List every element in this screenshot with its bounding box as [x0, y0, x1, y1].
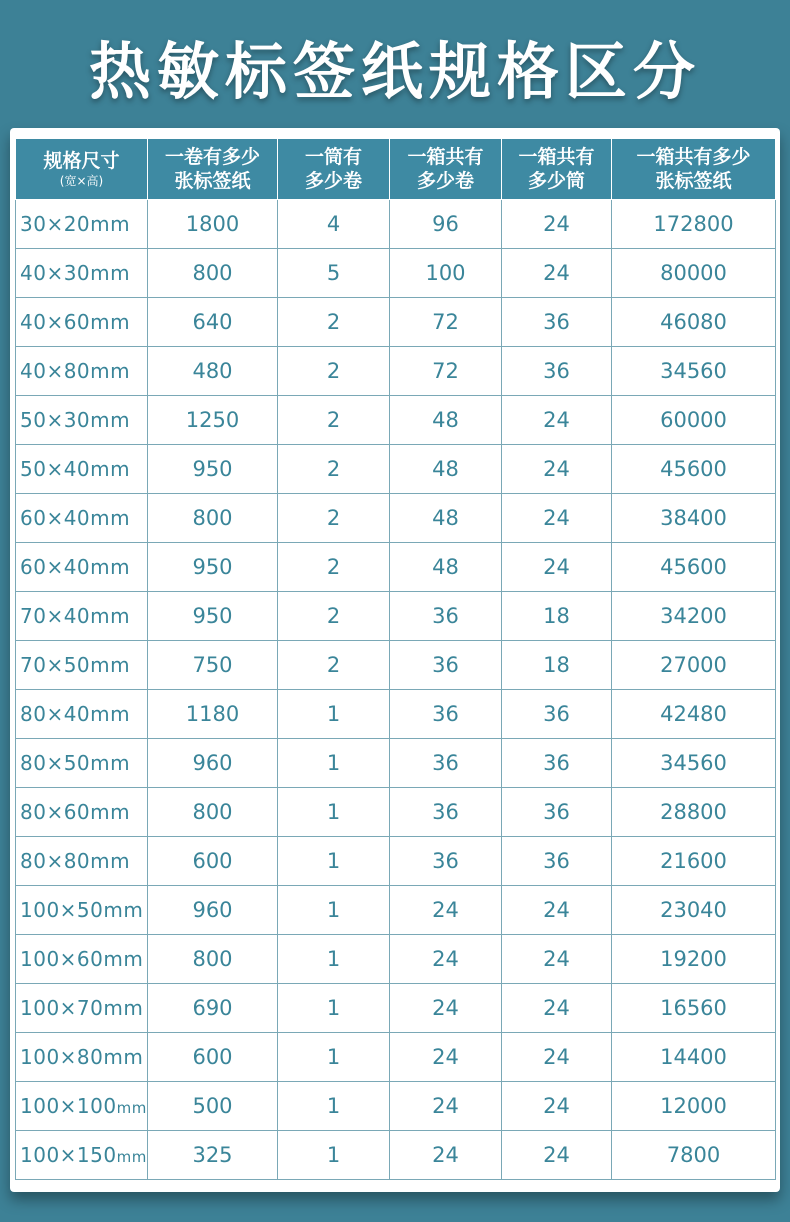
labels-per-roll-cell: 1180 [148, 690, 278, 739]
header-rolls-per-tube-line1: 一筒有 [304, 146, 362, 168]
rolls-per-tube-cell: 2 [278, 641, 390, 690]
labels-per-box-cell: 80000 [612, 249, 776, 298]
tubes-per-box-cell: 24 [502, 935, 612, 984]
size-cell: 100×50mm [16, 886, 148, 935]
table-row [16, 837, 776, 886]
rolls-per-tube-cell: 1 [278, 935, 390, 984]
labels-per-roll-cell: 600 [148, 1033, 278, 1082]
labels-per-box-cell: 45600 [612, 543, 776, 592]
header-labels-per-box-line2: 张标签纸 [655, 170, 732, 192]
size-cell: 50×30mm [16, 396, 148, 445]
table-row [16, 935, 776, 984]
size-cell: 80×50mm [16, 739, 148, 788]
rolls-per-tube-cell: 2 [278, 445, 390, 494]
labels-per-box-cell: 60000 [612, 396, 776, 445]
labels-per-box-cell: 12000 [612, 1082, 776, 1131]
rolls-per-tube-cell: 2 [278, 396, 390, 445]
tubes-per-box-cell: 18 [502, 592, 612, 641]
table-row [16, 592, 776, 641]
rolls-per-tube-cell: 1 [278, 1033, 390, 1082]
labels-per-box-cell: 28800 [612, 788, 776, 837]
table-body [16, 200, 776, 1180]
rolls-per-box-cell: 24 [390, 886, 502, 935]
size-cell: 80×80mm [16, 837, 148, 886]
size-cell: 100×80mm [16, 1033, 148, 1082]
table-row [16, 494, 776, 543]
table-row [16, 641, 776, 690]
labels-per-roll-cell: 750 [148, 641, 278, 690]
tubes-per-box-cell: 24 [502, 886, 612, 935]
tubes-per-box-cell: 36 [502, 788, 612, 837]
labels-per-roll-cell: 960 [148, 886, 278, 935]
size-cell: 40×60mm [16, 298, 148, 347]
rolls-per-tube-cell: 1 [278, 788, 390, 837]
rolls-per-box-cell: 24 [390, 1131, 502, 1180]
rolls-per-box-cell: 48 [390, 396, 502, 445]
rolls-per-tube-cell: 4 [278, 200, 390, 249]
size-cell: 80×60mm [16, 788, 148, 837]
rolls-per-box-cell: 36 [390, 690, 502, 739]
labels-per-box-cell: 34560 [612, 347, 776, 396]
rolls-per-box-cell: 96 [390, 200, 502, 249]
header-tubes-per-box [502, 139, 612, 200]
rolls-per-box-cell: 48 [390, 543, 502, 592]
rolls-per-box-cell: 72 [390, 347, 502, 396]
spec-table [15, 138, 776, 1180]
header-rolls-per-box-line1: 一箱共有 [407, 146, 484, 168]
labels-per-roll-cell: 960 [148, 739, 278, 788]
rolls-per-tube-cell: 2 [278, 347, 390, 396]
table-row [16, 298, 776, 347]
labels-per-roll-cell: 480 [148, 347, 278, 396]
header-rolls-per-tube-line2: 多少卷 [304, 170, 362, 192]
table-row [16, 396, 776, 445]
rolls-per-box-cell: 36 [390, 592, 502, 641]
rolls-per-tube-cell: 2 [278, 298, 390, 347]
labels-per-box-cell: 34200 [612, 592, 776, 641]
header-size-sub: (宽×高) [59, 174, 104, 188]
table-header-row [16, 139, 776, 200]
labels-per-roll-cell: 950 [148, 543, 278, 592]
tubes-per-box-cell: 24 [502, 200, 612, 249]
labels-per-roll-cell: 800 [148, 935, 278, 984]
rolls-per-tube-cell: 2 [278, 592, 390, 641]
header-rolls-per-box-line2: 多少卷 [416, 170, 474, 192]
tubes-per-box-cell: 36 [502, 298, 612, 347]
rolls-per-box-cell: 48 [390, 494, 502, 543]
labels-per-roll-cell: 800 [148, 494, 278, 543]
rolls-per-tube-cell: 2 [278, 494, 390, 543]
table-row [16, 1131, 776, 1180]
tubes-per-box-cell: 24 [502, 1131, 612, 1180]
rolls-per-tube-cell: 1 [278, 1082, 390, 1131]
labels-per-box-cell: 172800 [612, 200, 776, 249]
rolls-per-box-cell: 36 [390, 739, 502, 788]
labels-per-roll-cell: 1250 [148, 396, 278, 445]
header-tubes-per-box-line1: 一箱共有 [518, 146, 595, 168]
size-cell: 30×20mm [16, 200, 148, 249]
rolls-per-tube-cell: 1 [278, 984, 390, 1033]
table-row [16, 984, 776, 1033]
labels-per-roll-cell: 325 [148, 1131, 278, 1180]
size-cell: 80×40mm [16, 690, 148, 739]
rolls-per-tube-cell: 2 [278, 543, 390, 592]
labels-per-box-cell: 46080 [612, 298, 776, 347]
header-tubes-per-box-line2: 多少筒 [527, 170, 585, 192]
tubes-per-box-cell: 24 [502, 1082, 612, 1131]
tubes-per-box-cell: 36 [502, 837, 612, 886]
labels-per-roll-cell: 500 [148, 1082, 278, 1131]
labels-per-box-cell: 34560 [612, 739, 776, 788]
rolls-per-box-cell: 36 [390, 837, 502, 886]
labels-per-roll-cell: 640 [148, 298, 278, 347]
size-cell: 60×40mm [16, 494, 148, 543]
table-row [16, 445, 776, 494]
table-row [16, 347, 776, 396]
size-cell: 70×50mm [16, 641, 148, 690]
tubes-per-box-cell: 36 [502, 690, 612, 739]
header-labels-per-roll-line1: 一卷有多少 [164, 146, 260, 168]
size-cell: 100×60mm [16, 935, 148, 984]
labels-per-roll-cell: 800 [148, 788, 278, 837]
rolls-per-box-cell: 72 [390, 298, 502, 347]
size-cell: 100×100mm [16, 1082, 148, 1131]
rolls-per-tube-cell: 1 [278, 739, 390, 788]
header-size-label: 规格尺寸 [43, 150, 120, 172]
spec-table-panel [10, 128, 780, 1192]
labels-per-roll-cell: 1800 [148, 200, 278, 249]
unit-suffix: mm [116, 1148, 147, 1166]
size-cell: 40×80mm [16, 347, 148, 396]
labels-per-roll-cell: 800 [148, 249, 278, 298]
header-labels-per-roll [148, 139, 278, 200]
tubes-per-box-cell: 24 [502, 543, 612, 592]
tubes-per-box-cell: 36 [502, 347, 612, 396]
labels-per-box-cell: 7800 [612, 1131, 776, 1180]
header-rolls-per-box [390, 139, 502, 200]
labels-per-roll-cell: 950 [148, 445, 278, 494]
table-row [16, 739, 776, 788]
rolls-per-box-cell: 24 [390, 935, 502, 984]
size-cell: 40×30mm [16, 249, 148, 298]
size-cell: 70×40mm [16, 592, 148, 641]
labels-per-box-cell: 38400 [612, 494, 776, 543]
table-row [16, 249, 776, 298]
header-size [16, 139, 148, 200]
rolls-per-tube-cell: 1 [278, 690, 390, 739]
table-row [16, 788, 776, 837]
rolls-per-tube-cell: 1 [278, 886, 390, 935]
table-row [16, 886, 776, 935]
labels-per-roll-cell: 690 [148, 984, 278, 1033]
labels-per-box-cell: 42480 [612, 690, 776, 739]
header-labels-per-box-line1: 一箱共有多少 [636, 146, 751, 168]
size-cell: 50×40mm [16, 445, 148, 494]
tubes-per-box-cell: 36 [502, 739, 612, 788]
header-labels-per-roll-line2: 张标签纸 [174, 170, 251, 192]
tubes-per-box-cell: 24 [502, 249, 612, 298]
rolls-per-box-cell: 24 [390, 1082, 502, 1131]
rolls-per-box-cell: 36 [390, 788, 502, 837]
rolls-per-box-cell: 24 [390, 984, 502, 1033]
tubes-per-box-cell: 24 [502, 494, 612, 543]
labels-per-box-cell: 14400 [612, 1033, 776, 1082]
size-cell: 100×70mm [16, 984, 148, 1033]
rolls-per-box-cell: 24 [390, 1033, 502, 1082]
labels-per-box-cell: 27000 [612, 641, 776, 690]
tubes-per-box-cell: 24 [502, 984, 612, 1033]
header-rolls-per-tube [278, 139, 390, 200]
labels-per-box-cell: 19200 [612, 935, 776, 984]
unit-suffix: mm [116, 1099, 147, 1117]
labels-per-box-cell: 21600 [612, 837, 776, 886]
size-cell: 60×40mm [16, 543, 148, 592]
tubes-per-box-cell: 18 [502, 641, 612, 690]
table-row [16, 1082, 776, 1131]
labels-per-roll-cell: 950 [148, 592, 278, 641]
table-row [16, 1033, 776, 1082]
table-row [16, 200, 776, 249]
tubes-per-box-cell: 24 [502, 396, 612, 445]
page-title: 热敏标签纸规格区分 [88, 35, 701, 108]
rolls-per-box-cell: 36 [390, 641, 502, 690]
tubes-per-box-cell: 24 [502, 1033, 612, 1082]
rolls-per-box-cell: 100 [390, 249, 502, 298]
size-cell: 100×150mm [16, 1131, 148, 1180]
rolls-per-box-cell: 48 [390, 445, 502, 494]
header-labels-per-box [612, 139, 776, 200]
labels-per-box-cell: 45600 [612, 445, 776, 494]
labels-per-box-cell: 16560 [612, 984, 776, 1033]
rolls-per-tube-cell: 5 [278, 249, 390, 298]
labels-per-box-cell: 23040 [612, 886, 776, 935]
table-row [16, 690, 776, 739]
rolls-per-tube-cell: 1 [278, 837, 390, 886]
rolls-per-tube-cell: 1 [278, 1131, 390, 1180]
labels-per-roll-cell: 600 [148, 837, 278, 886]
tubes-per-box-cell: 24 [502, 445, 612, 494]
table-row [16, 543, 776, 592]
